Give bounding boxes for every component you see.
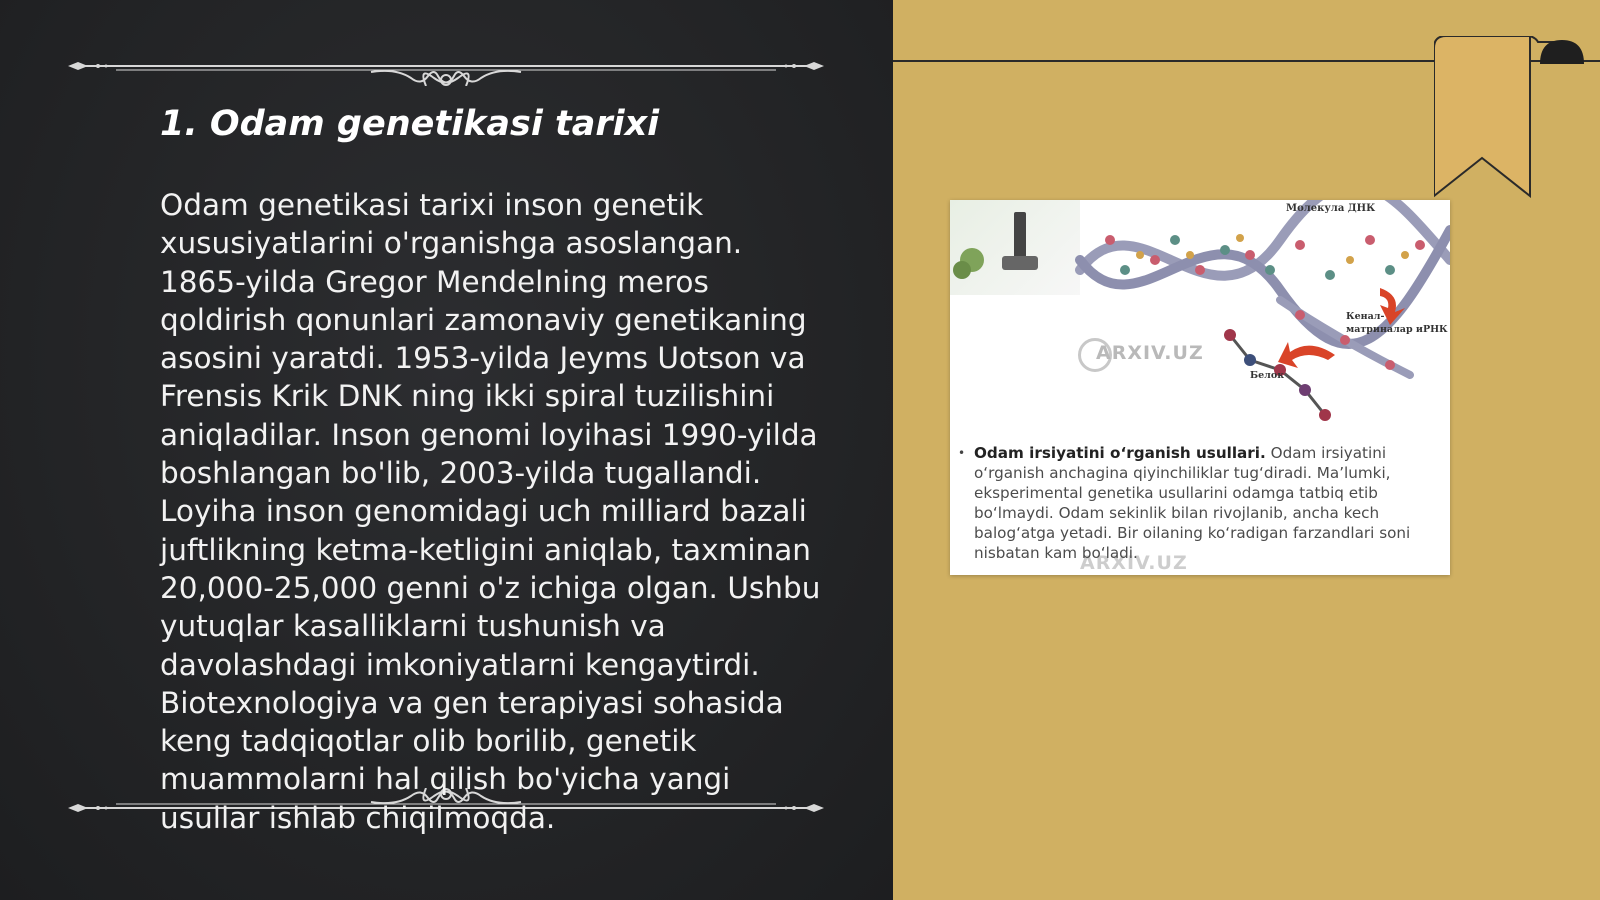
mrna-label: Кенал-матриналар иРНК	[1346, 311, 1448, 335]
bookmark-ribbon-icon	[1434, 36, 1600, 198]
decorative-border-top	[66, 46, 826, 86]
watermark-text-faint: ARXIV.UZ	[1080, 552, 1188, 574]
dna-textbook-image	[950, 200, 1450, 575]
protein-label: Белок	[1250, 370, 1285, 381]
caption-body: Odam irsiyatini o‘rganish anchagina qiyinchiliklar tug‘diradi. Ma’lumki, eksperimental genetika usullarini odamga tatbiq etib bo‘lmaydi. Odam sekinlik bilan rivojlanib, ancha kech balog‘atga yetadi. Bir oilaning ko‘radigan farzandlari soni nisbatan kam bo‘ladi.	[974, 444, 1411, 563]
dna-label: Молекула ДНК	[1286, 203, 1376, 214]
slide-title: 1. Odam genetikasi tarixi	[160, 104, 660, 144]
caption-heading: Odam irsiyatini o‘rganish usullari.	[974, 444, 1266, 462]
watermark-text: ARXIV.UZ	[1096, 342, 1204, 364]
slide-body-text: Odam genetikasi tarixi inson genetik xususiyatlarini o'rganishga asoslangan. 1865-yilda Gregor Mendelning meros qoldirish qonunlari zamonaviy genetikaning asosini yaratdi. 1953-yilda Jeyms Uotson va Frensis Krik DNK ning ikki spiral tuzilishini aniqladilar. Inson genomi loyihasi 1990-yilda boshlangan bo'lib, 2003-yilda tugallandi. Loyiha inson genomidagi uch milliard bazali juftlikning ketma-ketligini aniqlab, taxminan 20,000-25,000 genni o'z ichiga olgan. Ushbu yutuqlar kasalliklarni tushunish va davolashdagi imkoniyatlarni kengaytirdi. Biotexnologiya va gen terapiyasi sohasida keng tadqiqotlar olib borilib, genetik muammolarni hal qilish bo'yicha yangi usullar ishlab chiqilmoqda.	[160, 188, 821, 835]
bullet-icon: •	[958, 446, 966, 460]
image-caption	[958, 443, 1442, 564]
